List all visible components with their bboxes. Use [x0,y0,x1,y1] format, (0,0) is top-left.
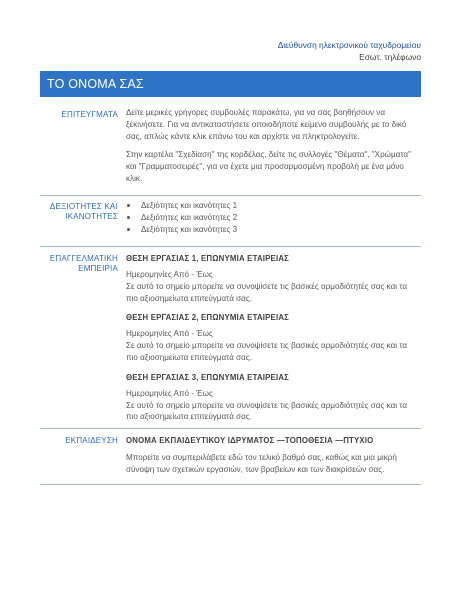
job-title: ΘΕΣΗ ΕΡΓΑΣΙΑΣ 3, ΕΠΩΝΥΜΙΑ ΕΤΑΙΡΕΙΑΣ [126,372,290,382]
experience-body[interactable] [126,253,419,423]
skill-text: Δεξιότητες και ικανότητες 3 [141,224,238,234]
bullet-icon [127,228,130,231]
objective-body[interactable] [126,107,419,185]
skills-list [126,200,419,235]
objective-label: ΕΠΙΤΕΥΓΜΑΤΑ [61,110,118,119]
job-description: Σε αυτό το σημείο μπορείτε να συνοψίσετε τις βασικές αρμοδιότητές σας και τα πιο αξιοσημείωτα επιτεύγματά σας. [126,341,408,362]
education-body[interactable] [126,435,419,475]
education-description: Μπορείτε να συμπεριλάβετε εδώ τον τελικό βαθμό σας, καθώς και μια μικρή σύνοψη των σχετικών εργασιών, των βραβείων και των διακρίσεών σας. [126,452,397,474]
job-entry [126,312,419,363]
job-dates: Ημερομηνίες Από - Έως [126,388,213,398]
skill-text: Δεξιότητες και ικανότητες 1 [141,201,238,210]
bullet-icon [127,216,130,219]
job-description: Σε αυτό το σημείο μπορείτε να συνοψίσετε τις βασικές αρμοδιότητές σας και τα πιο αξιοσημείωτα επιτεύγματά σας. [126,400,408,422]
list-item [126,200,419,212]
skills-label-line: ΙΚΑΝΟΤΗΤΕΣ [65,212,118,221]
education-label: ΕΚΠΑΙΔΕΥΣΗ [65,436,118,445]
job-dates: Ημερομηνίες Από - Έως [126,270,213,279]
education-title: ΟΝΟΜΑ ΕΚΠΑΙΔΕΥΤΙΚΟΥ ΙΔΡΥΜΑΤΟΣ —ΤΟΠΟΘΕΣΙΑ —ΠΤΥΧΙΟ [126,436,374,445]
experience-section [40,246,421,429]
list-item [126,224,419,236]
experience-label [40,254,118,274]
objective-paragraph: Δείτε μερικές γρήγορες συμβουλές παρακάτω, για να σας βοηθήσουν να ξεκινήσετε. Για να αντικαταστήσετε οποιοδήποτε κείμενο συμβουλής με το δικό σας, απλώς κάντε κλικ επάνω του και αρχίστε να πληκτρολογείτε. [126,108,407,141]
job-title: ΘΕΣΗ ΕΡΓΑΣΙΑΣ 1, ΕΠΩΝΥΜΙΑ ΕΤΑΙΡΕΙΑΣ [126,254,290,263]
skill-text: Δεξιότητες και ικανότητες 2 [141,212,238,222]
bullet-icon [127,204,130,207]
experience-label-line: ΕΠΑΓΓΕΛΜΑΤΙΚΗ [49,254,118,263]
skills-label [40,202,118,222]
email-field[interactable]: Διεύθυνση ηλεκτρονικού ταχυδρομείου [277,40,421,50]
phone-field[interactable]: Εσωτ. τηλέφωνο [359,51,421,62]
list-item [126,212,419,224]
skills-body[interactable] [126,200,419,235]
job-title: ΘΕΣΗ ΕΡΓΑΣΙΑΣ 2, ΕΠΩΝΥΜΙΑ ΕΤΑΙΡΕΙΑΣ [126,313,290,323]
contact-block [278,40,421,63]
job-entry [126,372,419,423]
education-section [40,428,421,485]
job-description: Σε αυτό το σημείο μπορείτε να συνοψίσετε τις βασικές αρμοδιότητές σας και τα πιο αξιοσημείωτα επιτεύγματά σας. [126,281,408,303]
job-dates: Ημερομηνίες Από - Έως [126,329,213,339]
skills-label-line: ΔΕΞΙΟΤΗΤΕΣ ΚΑΙ [49,202,118,211]
objective-paragraph: Στην καρτέλα "Σχεδίαση" της κορδέλας, δείτε τις συλλογές "Θέματα", "Χρώματα" και "Γραμματοσειρές", για να έχετε μια προσαρμοσμένη προβολή με ένα μόνο κλικ. [126,150,411,183]
name-banner[interactable]: ΤΟ ΟΝΟΜΑ ΣΑΣ [40,71,421,97]
experience-label-line: ΕΜΠΕΙΡΙΑ [78,264,118,273]
skills-section [40,195,421,247]
objective-section [40,107,421,196]
job-entry [126,253,419,304]
